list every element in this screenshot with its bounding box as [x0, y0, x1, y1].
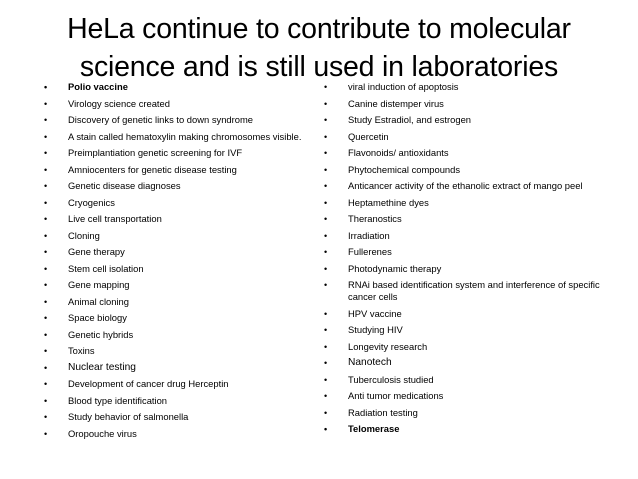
- list-item: • Live cell transportation: [44, 213, 306, 225]
- list-item: • Development of cancer drug Herceptin: [44, 378, 306, 390]
- list-item: • Stem cell isolation: [44, 263, 306, 275]
- list-item: • Irradiation: [324, 230, 614, 242]
- list-item: • Longevity research: [324, 341, 614, 353]
- list-item: • Fullerenes: [324, 246, 614, 258]
- list-item: • Anticancer activity of the ethanolic extract of mango peel: [324, 180, 614, 192]
- list-item: • Toxins: [44, 345, 306, 357]
- slide-title: [0, 10, 638, 86]
- list-item: • RNAi based identification system and interference of specific cancer cells: [324, 279, 614, 303]
- list-item: • Flavonoids/ antioxidants: [324, 147, 614, 159]
- list-item: • A stain called hematoxylin making chromosomes visible.: [44, 131, 306, 143]
- list-item: • Nanotech: [324, 357, 614, 369]
- list-item: • Cryogenics: [44, 197, 306, 209]
- list-item: • Theranostics: [324, 213, 614, 225]
- list-item: • Radiation testing: [324, 407, 614, 419]
- list-item: • viral induction of apoptosis: [324, 81, 614, 93]
- list-item: • Gene therapy: [44, 246, 306, 258]
- list-item: • Space biology: [44, 312, 306, 324]
- list-item: • Tuberculosis studied: [324, 374, 614, 386]
- list-item: • Canine distemper virus: [324, 98, 614, 110]
- list-item: • Virology science created: [44, 98, 306, 110]
- list-item: • Genetic hybrids: [44, 329, 306, 341]
- list-item: • Nuclear testing: [44, 362, 306, 374]
- list-item: • Cloning: [44, 230, 306, 242]
- list-item: • Preimplantiation genetic screening for IVF: [44, 147, 306, 159]
- list-item: • Amniocenters for genetic disease testing: [44, 164, 306, 176]
- list-item: • Polio vaccine: [44, 81, 306, 93]
- list-item: • Photodynamic therapy: [324, 263, 614, 275]
- list-item: • Blood type identification: [44, 395, 306, 407]
- list-item: • Study Estradiol, and estrogen: [324, 114, 614, 126]
- list-item: • Discovery of genetic links to down syndrome: [44, 114, 306, 126]
- list-item: • Study behavior of salmonella: [44, 411, 306, 423]
- list-item: • HPV vaccine: [324, 308, 614, 320]
- list-item: • Telomerase: [324, 423, 614, 435]
- slide-title-line-1: HeLa continue to contribute to molecular: [67, 13, 571, 45]
- list-item: • Phytochemical compounds: [324, 164, 614, 176]
- list-item: • Heptamethine dyes: [324, 197, 614, 209]
- right-bullet-list: [324, 81, 614, 440]
- list-item: • Anti tumor medications: [324, 390, 614, 402]
- left-bullet-list: [44, 81, 306, 444]
- list-item: • Oropouche virus: [44, 428, 306, 440]
- list-item: • Studying HIV: [324, 324, 614, 336]
- list-item: • Gene mapping: [44, 279, 306, 291]
- list-item: • Quercetin: [324, 131, 614, 143]
- list-item: • Animal cloning: [44, 296, 306, 308]
- slide-title-line-2: science and is still used in laboratories: [79, 51, 559, 83]
- list-item: • Genetic disease diagnoses: [44, 180, 306, 192]
